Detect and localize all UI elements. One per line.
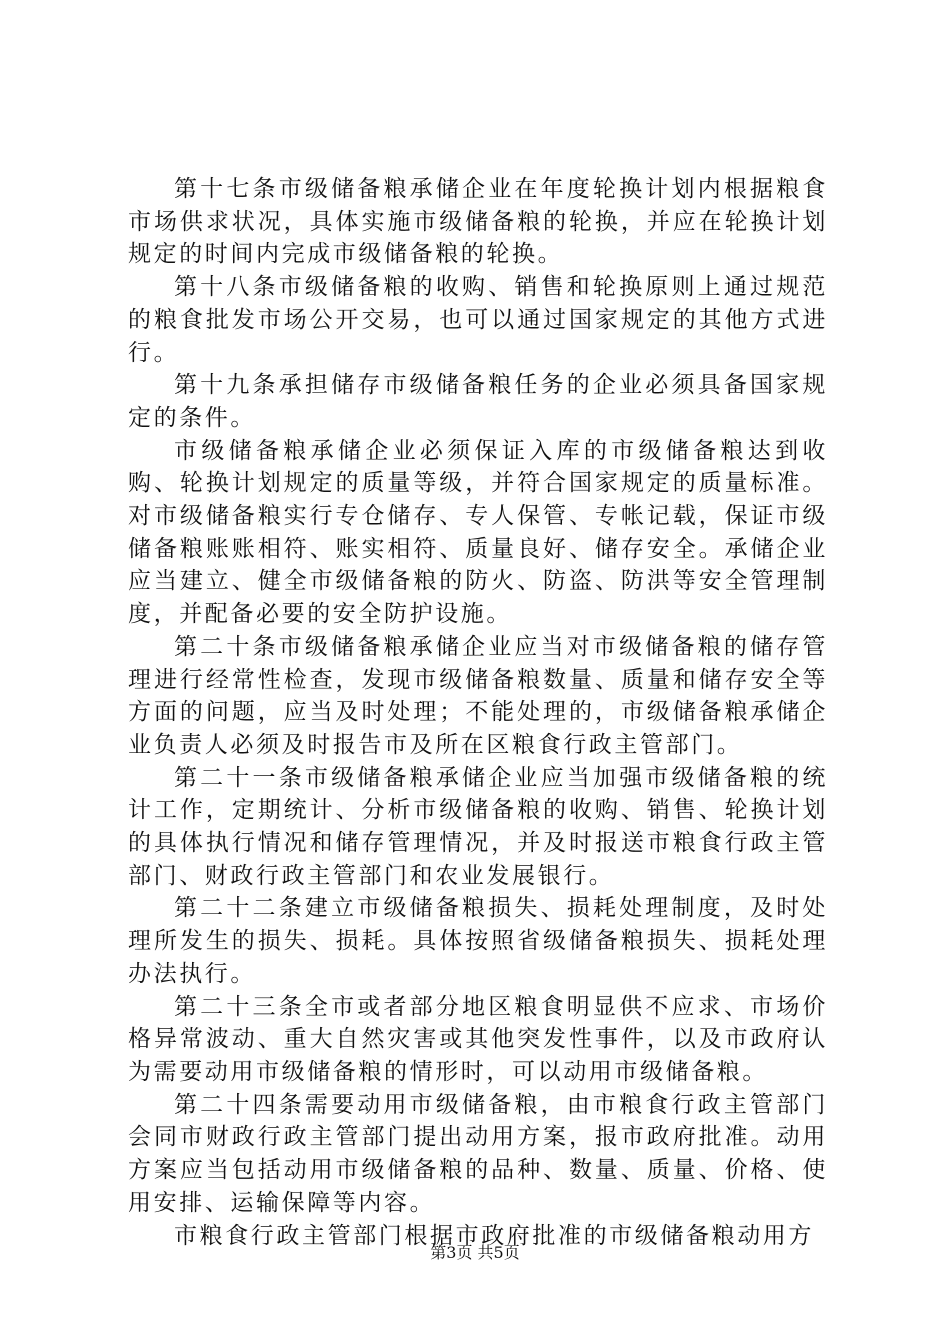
paragraph-article-18: 第十八条市级储备粮的收购、销售和轮换原则上通过规范的粮食批发市场公开交易，也可以通过国家规定的其他方式进行。 xyxy=(128,274,828,366)
paragraph-article-20: 第二十条市级储备粮承储企业应当对市级储备粮的储存管理进行经常性检查，发现市级储备粮数量、质量和储存安全等方面的问题，应当及时处理；不能处理的，市级储备粮承储企业负责人必须及时报告市及所在区粮食行政主管部门。 xyxy=(128,633,828,758)
paragraph-article-17: 第十七条市级储备粮承储企业在年度轮换计划内根据粮食市场供求状况，具体实施市级储备粮的轮换，并应在轮换计划规定的时间内完成市级储备粮的轮换。 xyxy=(128,176,828,268)
paragraph-usage-plan: 市粮食行政主管部门根据市政府批准的市级储备粮动用方 xyxy=(174,1222,814,1249)
paragraph-article-23: 第二十三条全市或者部分地区粮食明显供不应求、市场价格异常波动、重大自然灾害或其他突发性事件，以及市政府认为需要动用市级储备粮的情形时，可以动用市级储备粮。 xyxy=(128,993,828,1085)
paragraph-article-24: 第二十四条需要动用市级储备粮，由市粮食行政主管部门会同市财政行政主管部门提出动用方案，报市政府批准。动用方案应当包括动用市级储备粮的品种、数量、质量、价格、使用安排、运输保障等内容。 xyxy=(128,1091,828,1216)
paragraph-article-21: 第二十一条市级储备粮承储企业应当加强市级储备粮的统计工作，定期统计、分析市级储备粮的收购、销售、轮换计划的具体执行情况和储存管理情况，并及时报送市粮食行政主管部门、财政行政主管部门和农业发展银行。 xyxy=(128,764,828,889)
page-number: 第3页 共5页 xyxy=(430,1243,520,1262)
paragraph-storage-quality: 市级储备粮承储企业必须保证入库的市级储备粮达到收购、轮换计划规定的质量等级，并符合国家规定的质量标准。对市级储备粮实行专仓储存、专人保管、专帐记载，保证市级储备粮账账相符、账实相符、质量良好、储存安全。承储企业应当建立、健全市级储备粮的防火、防盗、防洪等安全管理制度，并配备必要的安全防护设施。 xyxy=(128,437,828,628)
paragraph-article-22: 第二十二条建立市级储备粮损失、损耗处理制度，及时处理所发生的损失、损耗。具体按照省级储备粮损失、损耗处理办法执行。 xyxy=(128,895,828,987)
document-body xyxy=(128,173,828,1252)
page-footer xyxy=(0,1243,950,1263)
paragraph-article-19: 第十九条承担储存市级储备粮任务的企业必须具备国家规定的条件。 xyxy=(128,372,828,431)
